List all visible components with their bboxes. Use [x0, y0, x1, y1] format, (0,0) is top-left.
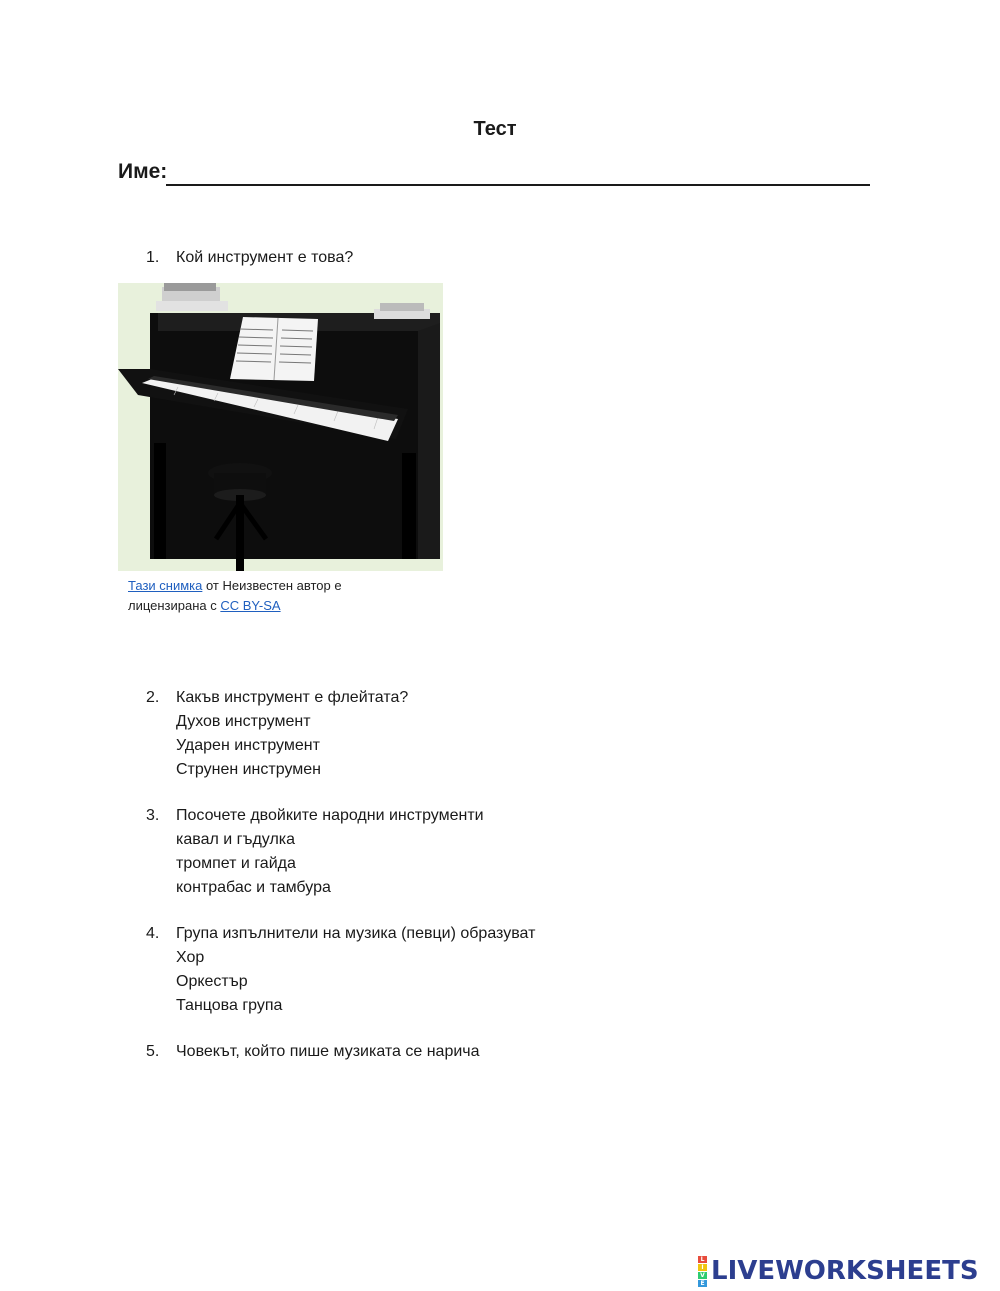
option-item[interactable]: Хор — [176, 949, 205, 966]
question-text: Човекът, който пише музиката се нарича — [176, 1043, 480, 1060]
page-title: Тест — [473, 118, 517, 140]
license-link[interactable]: CC BY-SA — [220, 598, 281, 613]
piano-image — [118, 283, 443, 571]
option-item[interactable]: контрабас и тамбура — [176, 879, 331, 896]
name-label: Име: — [118, 160, 168, 183]
question-text: Какъв инструмент е флейтата? — [176, 689, 409, 706]
question-number: 2. — [146, 689, 160, 706]
name-underline — [166, 184, 870, 186]
option-item[interactable]: Оркестър — [176, 973, 248, 990]
option-item[interactable]: Духов инструмент — [176, 713, 311, 730]
option-item[interactable]: кавал и гъдулка — [176, 831, 296, 848]
liveworksheets-logo — [698, 1256, 979, 1286]
logo-cube: I — [698, 1264, 707, 1271]
option-item[interactable]: Струнен инструмен — [176, 761, 321, 778]
question-text: Посочете двойките народни инструменти — [176, 807, 484, 824]
question-text: Кой инструмент е това? — [176, 249, 354, 266]
logo-cube: V — [698, 1272, 707, 1279]
question-number: 4. — [146, 925, 160, 942]
question-2 — [146, 686, 408, 710]
question-5 — [146, 1040, 480, 1064]
option-item[interactable]: Танцова група — [176, 997, 283, 1014]
option-item[interactable]: Ударен инструмент — [176, 737, 320, 754]
question-number: 1. — [146, 249, 160, 266]
logo-cubes-icon — [698, 1256, 707, 1287]
logo-wordmark: LIVEWORKSHEETS — [711, 1256, 979, 1286]
caption-text: от Неизвестен автор е лицензирана с — [128, 578, 342, 613]
question-number: 3. — [146, 807, 160, 824]
question-4 — [146, 922, 535, 946]
option-item[interactable]: тромпет и гайда — [176, 855, 296, 872]
question-text: Група изпълнители на музика (певци) образуват — [176, 925, 536, 942]
question-number: 5. — [146, 1043, 160, 1060]
question-1 — [146, 246, 353, 270]
image-caption — [128, 576, 368, 616]
question-3 — [146, 804, 484, 828]
logo-cube: L — [698, 1256, 707, 1263]
logo-cube: E — [698, 1280, 707, 1287]
photo-link[interactable]: Тази снимка — [128, 578, 203, 593]
name-field[interactable] — [118, 160, 870, 190]
